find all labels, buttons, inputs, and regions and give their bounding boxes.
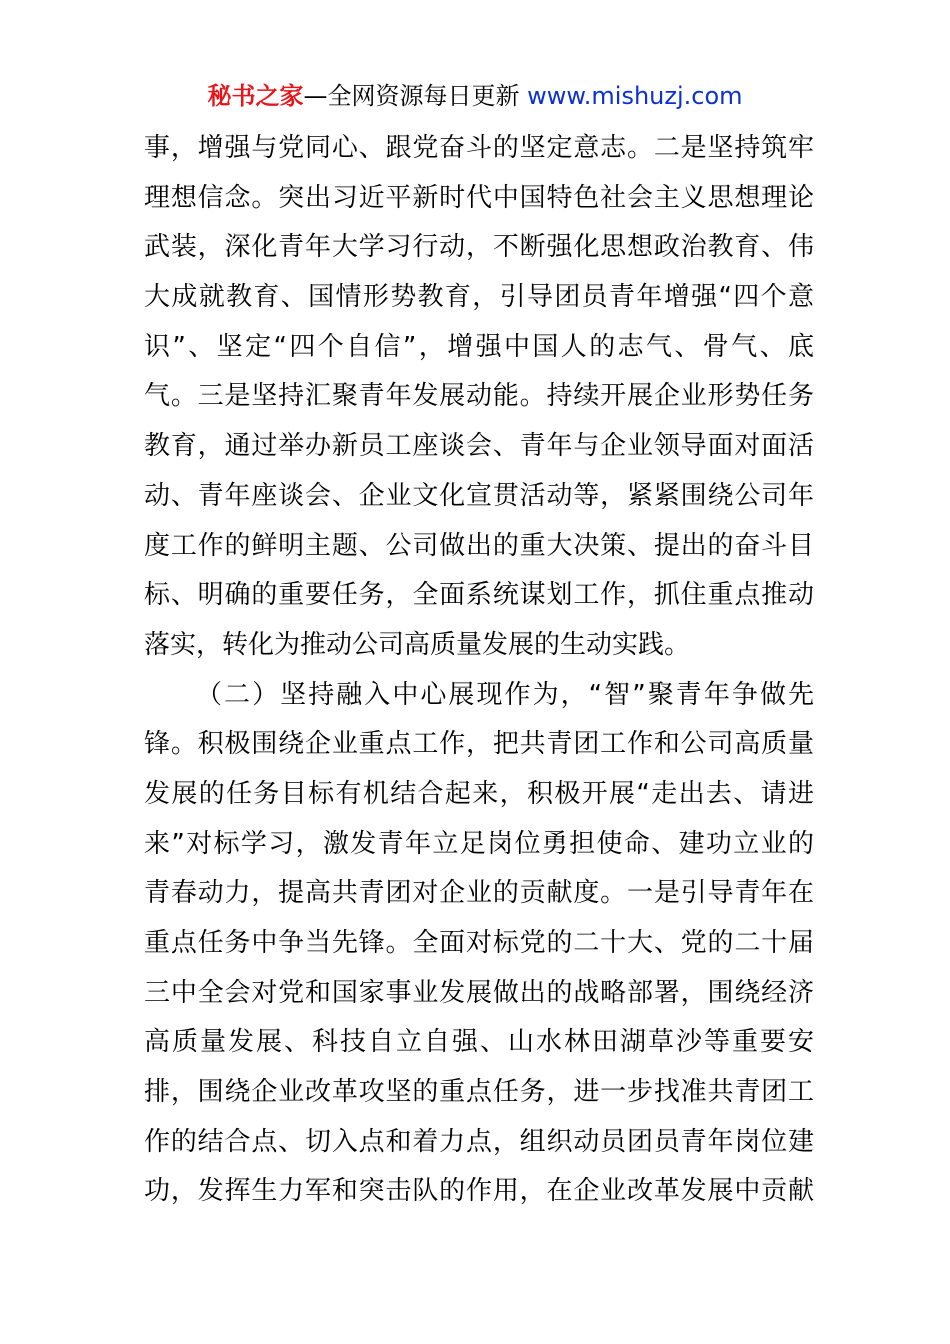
text-line: 武装，深化青年大学习行动，不断强化思想政治教育、伟: [144, 232, 814, 263]
text-line: 理想信念。突出习近平新时代中国特色社会主义思想理论: [144, 182, 814, 213]
text-line: 排，围绕企业改革攻坚的重点任务，进一步找准共青团工: [144, 1077, 814, 1108]
text-line: 标、明确的重要任务，全面系统谋划工作，抓住重点推动: [144, 580, 814, 611]
text-line: 来”对标学习，激发青年立足岗位勇担使命、建功立业的: [144, 828, 814, 859]
text-line: 识”、坚定“四个自信”，增强中国人的志气、骨气、底: [144, 331, 814, 362]
text-line: 大成就教育、国情形势教育，引导团员青年增强“四个意: [144, 282, 814, 313]
section-heading-line: （二）坚持融入中心展现作为，“智”聚青年争做先: [196, 679, 814, 710]
text-line: 教育，通过举办新员工座谈会、青年与企业领导面对面活: [144, 431, 814, 462]
text-line: 度工作的鲜明主题、公司做出的重大决策、提出的奋斗目: [144, 530, 814, 561]
text-line: 高质量发展、科技自立自强、山水林田湖草沙等重要安: [144, 1027, 814, 1058]
header-url: www.mishuzj.com: [527, 82, 743, 110]
document-body: [144, 124, 814, 1217]
brand-name: 秘书之家: [207, 82, 304, 110]
text-line: 重点任务中争当先锋。全面对标党的二十大、党的二十届: [144, 928, 814, 958]
header-tagline: —全网资源每日更新: [303, 82, 528, 110]
text-line: 动、青年座谈会、企业文化宣贯活动等，紧紧围绕公司年: [144, 480, 814, 511]
text-line: 锋。积极围绕企业重点工作，把共青团工作和公司高质量: [144, 729, 814, 760]
text-line: 气。三是坚持汇聚青年发展动能。持续开展企业形势任务: [144, 381, 814, 412]
text-line: 三中全会对党和国家事业发展做出的战略部署，围绕经济: [144, 977, 814, 1008]
text-line: 落实，转化为推动公司高质量发展的生动实践。: [144, 629, 691, 660]
text-line: 青春动力，提高共青团对企业的贡献度。一是引导青年在: [144, 878, 814, 909]
text-line: 发展的任务目标有机结合起来，积极开展“走出去、请进: [144, 778, 814, 809]
page-header: [0, 78, 950, 114]
text-line: 功，发挥生力军和突击队的作用，在企业改革发展中贡献: [144, 1176, 814, 1207]
text-line: 事，增强与党同心、跟党奋斗的坚定意志。二是坚持筑牢: [144, 133, 814, 163]
text-line: 作的结合点、切入点和着力点，组织动员团员青年岗位建: [144, 1126, 814, 1157]
